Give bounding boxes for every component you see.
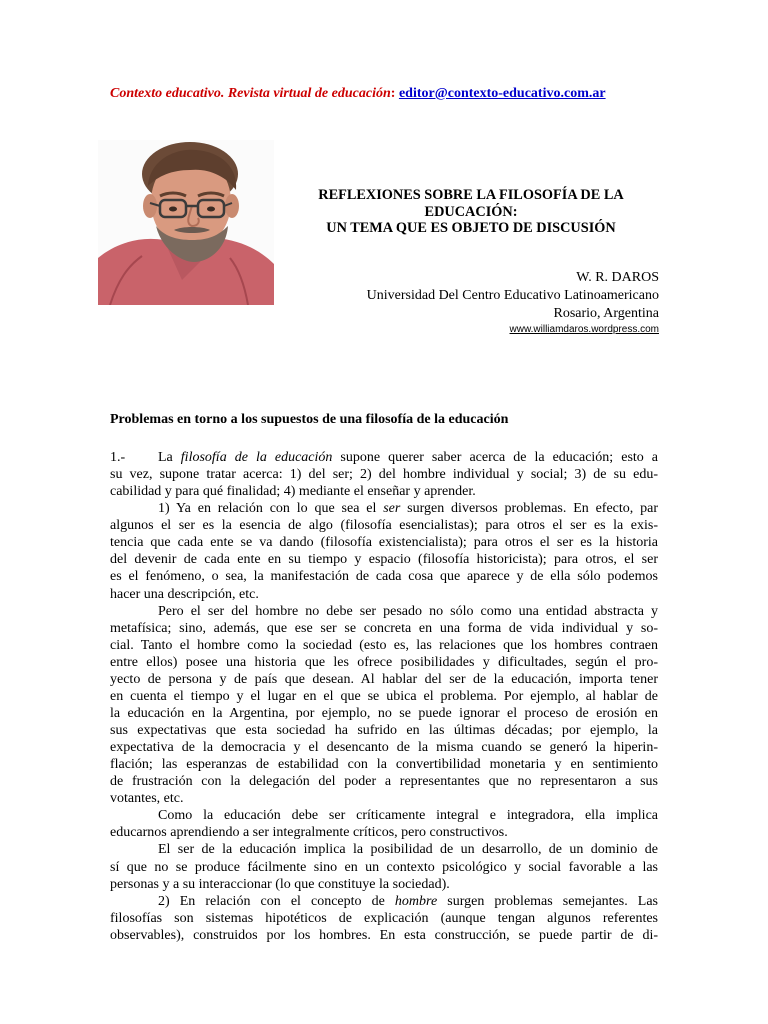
author-institution: Universidad Del Centro Educativo Latinoamericano [366,288,659,303]
journal-header [110,86,670,102]
title-line-3: UN TEMA QUE ES OBJETO DE DISCUSIÓN [326,220,616,236]
paragraph-line: 1) Ya en relación con lo que sea el ser surgen diversos problemas. En efecto, par [158,501,658,517]
paragraph-line: tencia que cada ente se va dando (filosofía existencialista); para otros el ser es la historia [110,535,658,551]
title-line-2: EDUCACIÓN: [424,203,518,220]
title-line-1: REFLEXIONES SOBRE LA FILOSOFÍA DE LA [318,187,624,203]
paragraph-line: Pero el ser del hombre no debe ser pesado no sólo como una entidad abstracta y [158,603,658,619]
paragraph-line: en cuenta el tiempo y el lugar en el que se ubica el problema. Por ejemplo, al hablar de [110,688,658,704]
author-location: Rosario, Argentina [553,306,659,321]
paragraph-line: hacer una descripción, etc. [110,586,259,602]
header-separator: : [390,86,396,101]
paragraph-line: 1.- La filosofía de la educación supone querer saber acerca de la educación; esto a [110,450,659,465]
section-heading: Problemas en torno a los supuestos de una filosofía de la educación [110,412,509,427]
body-text [110,449,658,944]
author-name: W. R. DAROS [576,270,659,285]
paragraph-line: observables), construidos por los hombres. En esta construcción, se puede partir de di- [110,927,658,943]
paragraph-line: expectativa de la democracia y el desencanto de la misma cuando se generó la hiperin- [110,740,658,756]
paragraph-line: flación; las esperanzas de estabilidad con la convertibilidad monetaria y en sentimiento [110,757,658,773]
paragraph-line: sí que no se produce fácilmente sino en un contexto psicológico y social favorable a las [110,859,658,875]
paragraph-line: cial. Tanto el hombre como la sociedad (esto es, las relaciones que los hombres contraen [110,637,658,653]
paragraph-line: votantes, etc. [110,791,184,807]
paragraph-line: del devenir de cada ente en su tiempo y espacio (filosofía historicista); para otros, el ser [110,552,658,568]
author-info [300,269,659,337]
editor-email-link[interactable]: editor@contexto-educativo.com.ar [398,86,606,101]
paragraph-line: la educación en la Argentina, por ejemplo, no se puede ignorar el proceso de erosión en [110,705,658,721]
paragraph-line: educarnos aprendiendo a ser integralmente críticos, pero constructivos. [110,825,508,841]
paragraph-line: 2) En relación con el concepto de hombre surgen problemas semejantes. Las [158,893,659,909]
paragraph-line: es el fenómeno, o sea, la manifestación de cada cosa que aparece y de ella sólo podemos [110,569,658,585]
journal-name: Contexto educativo. Revista virtual de educación [110,86,391,101]
paragraph-line: filosofías son sistemas hipotéticos de explicación (aunque tengan algunos referentes [110,910,658,926]
paragraph-line: metafísica; sino, además, que ese ser se concreta en una forma de vida individual y so- [110,620,658,636]
paragraph-line: sus expectativas que esta sociedad ha sufrido en las últimas décadas; por ejemplo, la [110,723,658,738]
paragraph-line: personas y a su interaccionar (lo que constituye la sociedad). [110,876,450,892]
paragraph-line: entre ellos) posee una historia que les ofrece posibilidades y dificultades, según el pro- [110,654,658,670]
paragraph-line: su vez, supone tratar acerca: 1) del ser; 2) del hombre individual y social; 3) de su edu- [110,467,658,483]
paragraph-line: Como la educación debe ser críticamente integral e integradora, ella implica [158,808,658,824]
paragraph-line: algunos el ser es la esencia de algo (filosofía esencialistas); para otros el ser es la exis- [110,518,658,534]
paragraph-line: cabilidad y para qué finalidad; 4) mediante el enseñar y aprender. [110,484,476,500]
paragraph-line: de frustración con la delegación del poder a representantes que no representaron a sus [110,774,658,790]
author-photo [98,140,274,305]
paragraph-line: El ser de la educación implica la posibilidad de un desarrollo, de un dominio de [158,842,658,858]
paragraph-line: yecto de persona y de país que desean. Al hablar del ser de la educación, importa tener [110,671,658,687]
author-website-link[interactable]: www.williamdaros.wordpress.com [509,324,659,335]
article-title [290,187,652,237]
